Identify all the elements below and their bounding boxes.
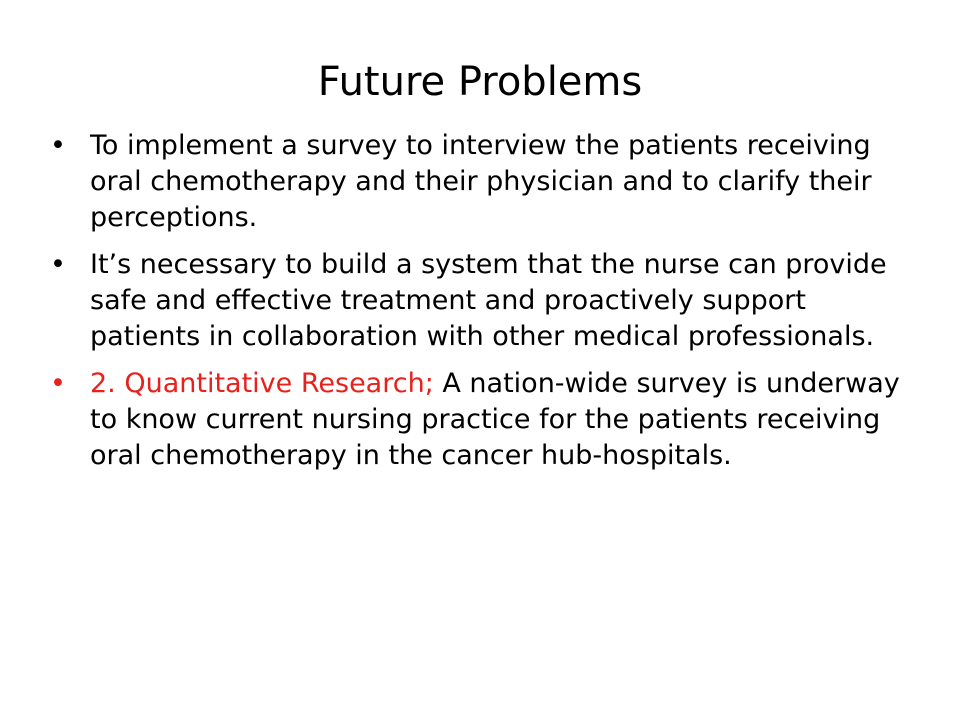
bullet-text: A nation-wide survey is underway to know current nursing practice for the patients receiving oral chemotherapy in the cancer hub-hospitals.: [90, 368, 900, 471]
bullet-item-3: [48, 366, 918, 474]
bullet-icon: •: [50, 249, 66, 280]
bullet-list: [48, 128, 918, 485]
bullet-text: It’s necessary to build a system that the nurse can provide safe and effective treatment and proactively support patients in collaboration with other medical professionals.: [90, 249, 887, 352]
bullet-icon: •: [50, 368, 66, 399]
bullet-item-2: [48, 247, 918, 355]
bullet-text: To implement a survey to interview the patients receiving oral chemotherapy and their physician and to clarify their perceptions.: [90, 130, 872, 233]
slide-title: Future Problems: [317, 59, 643, 105]
bullet-icon: •: [50, 130, 66, 161]
bullet-highlight: 2. Quantitative Research;: [90, 368, 434, 399]
bullet-item-1: [48, 128, 918, 236]
